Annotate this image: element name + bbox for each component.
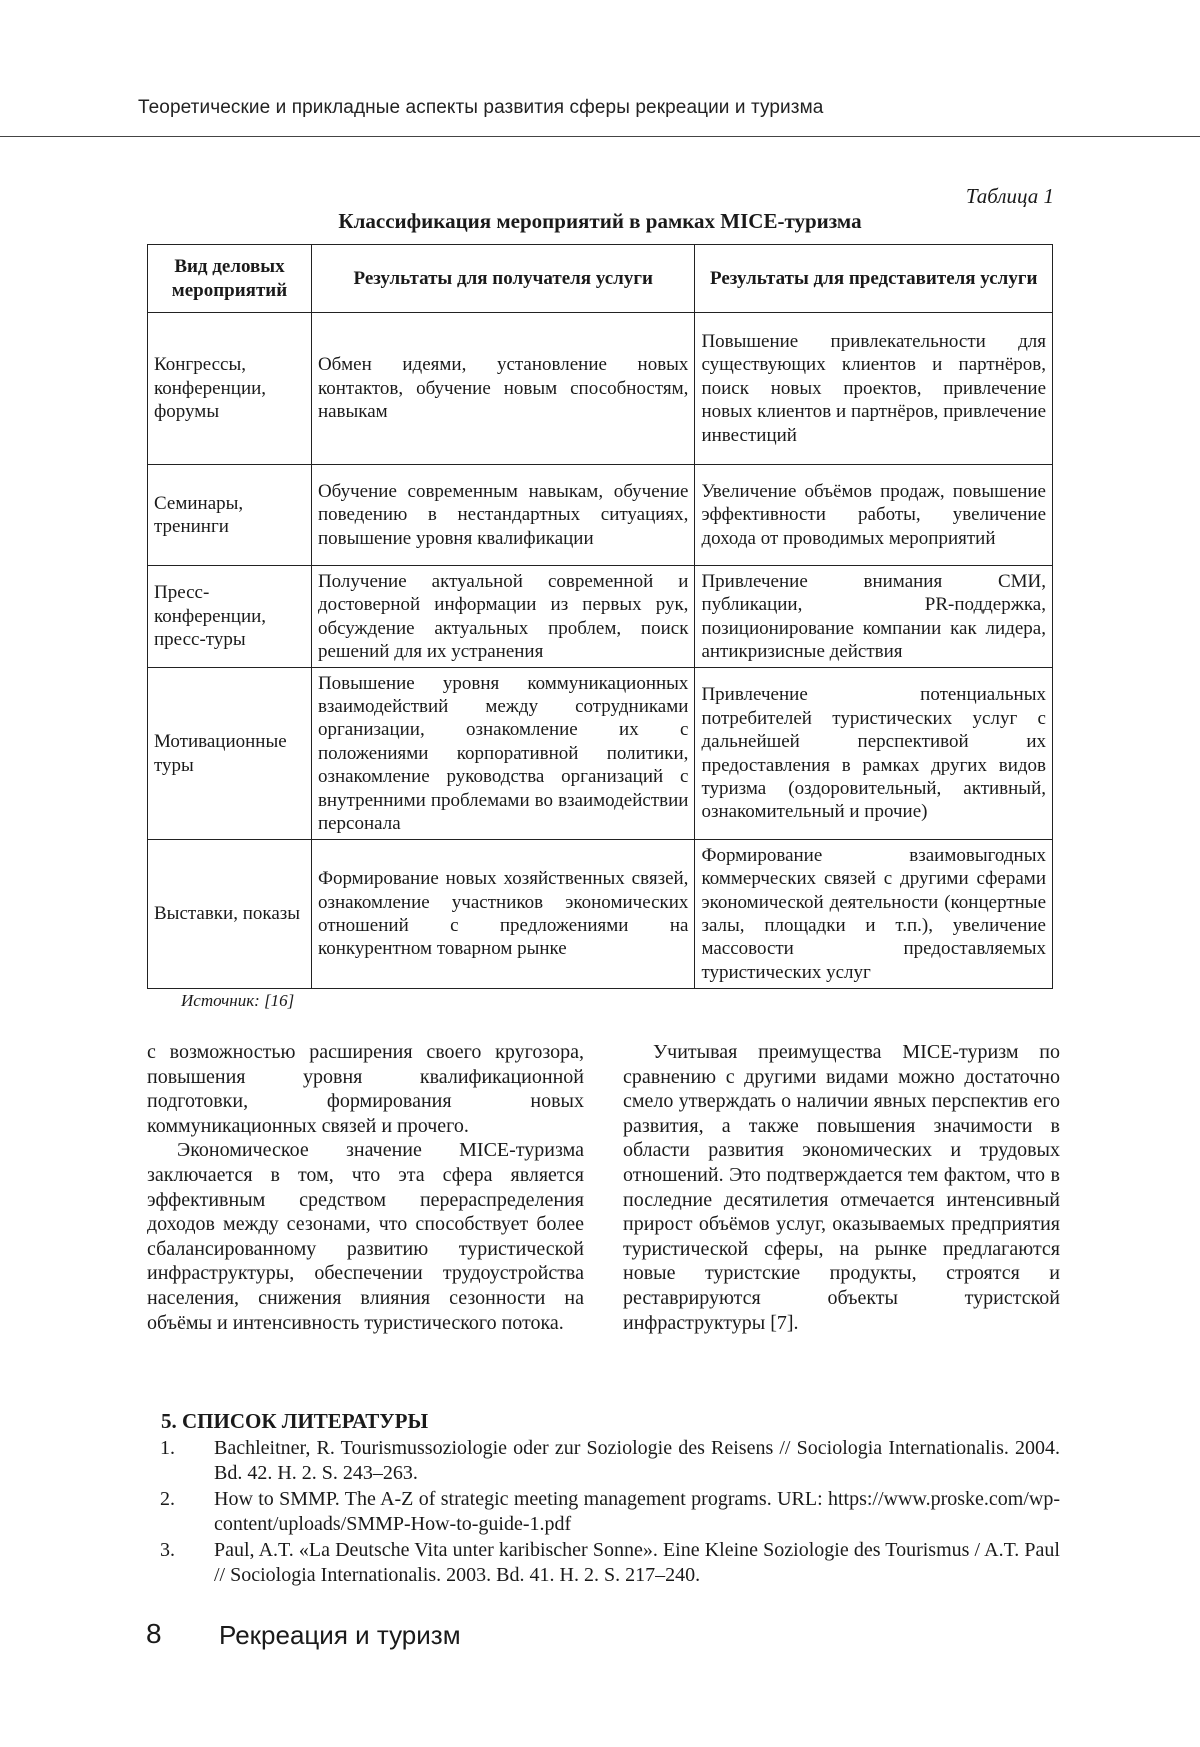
event-type-cell: Конгрессы, конференции, форумы <box>148 313 312 465</box>
table-header-row <box>148 245 1053 313</box>
paragraph: Учитывая преимущества MICE-туризм по сравнению с другими видами можно достаточно смело утверждать о наличии явных перспектив его развития, а также повышения значимости в области развития экономических и трудовых отношений. Это подтверждается тем фактом, что в последние десятилетия отмечается интенсивный прирост объёмов услуг, оказываемых предприятия туристической сферы, на рынке предлагаются новые туристские продукты, строятся и реставрируются объекты туристской инфраструктуры [7]. <box>623 1041 1060 1334</box>
provider-results-cell: Привлечение потенциальных потребителей туристических услуг с дальнейшей перспективой их предоставления в рамках других видов туризма (оздоровительный, активный, ознакомительный и прочие) <box>695 668 1053 840</box>
event-type-cell: Семинары, тренинги <box>148 465 312 566</box>
reference-item <box>160 1436 1060 1485</box>
reference-number: 1. <box>160 1437 175 1459</box>
reference-number: 2. <box>160 1488 175 1511</box>
references-heading: 5. СПИСОК ЛИТЕРАТУРЫ <box>161 1409 429 1433</box>
table-source: Источник: [16] <box>181 991 295 1010</box>
references-list <box>160 1436 1060 1590</box>
journal-name: Рекреация и туризм <box>219 1620 461 1650</box>
recipient-results-cell: Обмен идеями, установление новых контактов, обучение новым способностям, навыкам <box>311 313 694 465</box>
recipient-results-cell: Обучение современным навыкам, обучение поведению в нестандартных ситуациях, повышение уровня квалификации <box>311 465 694 566</box>
table-row <box>148 668 1053 840</box>
reference-item <box>160 1538 1060 1587</box>
paragraph: Экономическое значение MICE-туризма заключается в том, что эта сфера является эффективным средством перераспределения доходов между сезонами, что способствует более сбалансированному развитию туристической инфраструктуры, обеспечении трудоустройства населения, снижения влияния сезонности на объёмы и интенсивность туристического потока. <box>147 1139 584 1334</box>
left-column <box>147 1040 584 1335</box>
table-row <box>148 566 1053 668</box>
running-header: Теоретические и прикладные аспекты развития сферы рекреации и туризма <box>138 97 824 118</box>
provider-results-cell: Увеличение объёмов продаж, повышение эффективности работы, увеличение дохода от проводимых мероприятий <box>695 465 1053 566</box>
reference-item <box>160 1487 1060 1536</box>
reference-text: How to SMMP. The A-Z of strategic meeting management programs. URL: https://www.proske.com/wp-content/uploads/SMMP-How-to-guide-1.pdf <box>214 1488 1060 1535</box>
page-number: 8 <box>146 1618 162 1649</box>
table-row <box>148 313 1053 465</box>
event-type-cell: Пресс-конференции, пресс-туры <box>148 566 312 668</box>
paragraph: с возможностью расширения своего кругозора, повышения уровня квалификационной подготовки, формирования новых коммуникационных связей и прочего. <box>147 1041 584 1137</box>
reference-text: Paul, A.T. «La Deutsche Vita unter karibischer Sonne». Eine Kleine Soziologie des Tourismus / A.T. Paul // Sociologia Internationalis. 2003. Bd. 41. H. 2. S. 217–240. <box>214 1539 1060 1586</box>
column-header-type: Вид деловых мероприятий <box>148 245 312 313</box>
event-type-cell: Выставки, показы <box>148 840 312 989</box>
reference-number: 3. <box>160 1539 175 1562</box>
column-header-recipient: Результаты для получателя услуги <box>311 245 694 313</box>
table-row <box>148 465 1053 566</box>
provider-results-cell: Формирование взаимовыгодных коммерческих связей с другими сферами экономической деятельности (концертные залы, площадки и т.п.), увеличение массовости предоставляемых туристических услуг <box>695 840 1053 989</box>
recipient-results-cell: Повышение уровня коммуникационных взаимодействий между сотрудниками организации, ознакомление их с положениями корпоративной политики, ознакомление руководства организаций с внутренними проблемами во взаимодействии персонала <box>311 668 694 840</box>
table-title: Классификация мероприятий в рамках MICE-туризма <box>338 209 862 233</box>
provider-results-cell: Привлечение внимания СМИ, публикации, PR-поддержка, позиционирование компании как лидера, антикризисные действия <box>695 566 1053 668</box>
recipient-results-cell: Получение актуальной современной и достоверной информации из первых рук, обсуждение актуальных проблем, поиск решений для их устранения <box>311 566 694 668</box>
table-row <box>148 840 1053 989</box>
header-rule <box>0 136 1200 137</box>
classification-table <box>147 244 1053 989</box>
provider-results-cell: Повышение привлекательности для существующих клиентов и партнёров, поиск новых проектов, привлечение новых клиентов и партнёров, привлечение инвестиций <box>695 313 1053 465</box>
event-type-cell: Мотивационные туры <box>148 668 312 840</box>
recipient-results-cell: Формирование новых хозяйственных связей, ознакомление участников экономических отношений с предложениями на конкурентном товарном рынке <box>311 840 694 989</box>
table-caption: Таблица 1 <box>965 184 1054 208</box>
reference-text: Bachleitner, R. Tourismussoziologie oder zur Soziologie des Reisens // Sociologia Internationalis. 2004. Bd. 42. H. 2. S. 243–263. <box>214 1437 1060 1484</box>
column-header-provider: Результаты для представителя услуги <box>695 245 1053 313</box>
right-column <box>623 1040 1060 1335</box>
